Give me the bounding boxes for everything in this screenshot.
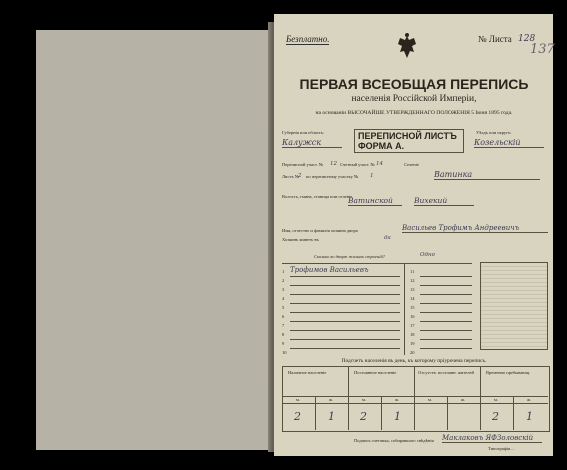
summary-divider [513, 396, 514, 430]
summary-table [282, 366, 550, 432]
village-value: Ватинка [434, 170, 540, 180]
volost-label: Волость, гмина, станица или селеніе [282, 194, 353, 199]
row-number: 10 [282, 350, 287, 355]
district-value: Вихекий [414, 196, 474, 206]
summary-divider [414, 366, 415, 430]
sheet-no-label: Листъ № [282, 174, 300, 179]
lives-label: Хозяинъ живетъ въ [282, 237, 319, 242]
sheet-total-value: 1 [370, 173, 374, 179]
register-line [290, 321, 400, 322]
summary-sub-female: ж. [329, 397, 334, 402]
form-label: ФОРМА А. [358, 141, 405, 151]
register-line [290, 312, 400, 313]
register-line [290, 330, 400, 331]
sheet-label: № Листа [478, 34, 512, 44]
summary-header-line [282, 396, 548, 397]
title-main: ПЕРВАЯ ВСЕОБЩАЯ ПЕРЕПИСЬ [299, 76, 529, 92]
sheet-no-value: 2 [298, 173, 302, 179]
row-number: 4 [282, 296, 285, 301]
sheet-number: 128 [518, 34, 536, 44]
owner-value: Васильев Трофимъ Андреевичъ [402, 224, 548, 233]
row-number: 14 [410, 296, 415, 301]
summary-divider [381, 396, 382, 430]
title-sub: населенія Россійской Имперіи, [351, 94, 477, 104]
summary-sub-male: м. [428, 397, 432, 402]
imperial-eagle-icon [392, 32, 422, 62]
row-number: 19 [410, 341, 415, 346]
register-line [290, 276, 400, 277]
register-line [290, 303, 400, 304]
summary-divider [348, 366, 349, 430]
summary-sub-female: ж. [527, 397, 532, 402]
owner-label: Имя, отчество и фамилія хозяина двора [282, 228, 358, 233]
census-area-label: Переписной участ. № [282, 162, 324, 167]
row-number: 7 [282, 323, 285, 328]
summary-divider [480, 366, 481, 430]
register-column-line [404, 263, 405, 355]
summary-divider [315, 396, 316, 430]
register-line [290, 339, 400, 340]
summary-divider [447, 396, 448, 430]
free-label: Безплатно. [286, 34, 330, 44]
title-basis: на основаніи ВЫСОЧАЙШЕ УТВЕРЖДЕННАГО ПОЛОЖЕНІЯ 5 Іюня 1895 года. [315, 110, 513, 116]
row-number: 16 [410, 314, 415, 319]
summary-title: Подсчетъ населенія въ день, къ которому пріурочена перепись. [341, 358, 487, 364]
left-page [36, 30, 272, 450]
summary-sub-female: ж. [395, 397, 400, 402]
summary-sub-male: м. [296, 397, 300, 402]
row-number: 2 [282, 278, 285, 283]
row-number: 17 [410, 323, 415, 328]
summary-value: 1 [394, 410, 401, 423]
sheet-total-label: по переписному участку № [306, 174, 359, 179]
sheet-title: ПЕРЕПИСНОЙ ЛИСТЪ [358, 131, 457, 141]
uezd-label: Уѣздъ или округъ: [476, 130, 512, 135]
summary-value: 2 [360, 410, 367, 423]
notes-box [480, 262, 548, 350]
register-line [420, 294, 472, 295]
village-label: Селеніе [404, 162, 419, 167]
row-number: 6 [282, 314, 285, 319]
summary-column-header: Отсутств. постоянн. жителей [418, 370, 474, 375]
row-number: 15 [410, 305, 415, 310]
register-line [420, 321, 472, 322]
summary-value: 1 [526, 410, 533, 423]
summary-value: 2 [294, 410, 301, 423]
signature-value: Маклаковъ ЯФЗоловскій [442, 434, 542, 443]
signature-label: Подпись счетчика, собиравшаго свѣдѣнія [354, 438, 434, 443]
province-value: Калужск [282, 138, 342, 148]
summary-sub-male: м. [362, 397, 366, 402]
register-line [420, 348, 472, 349]
counting-area-value: 14 [376, 161, 383, 167]
register-row-name: Трофимов Васильевъ [290, 266, 369, 274]
summary-sub-male: м. [494, 397, 498, 402]
register-line [420, 285, 472, 286]
summary-sub-line [282, 403, 548, 404]
row-number: 5 [282, 305, 285, 310]
province-label: Губернія или область: [282, 130, 325, 135]
register-line [420, 312, 472, 313]
register-line [420, 330, 472, 331]
summary-column-header: Наличное населеніе [288, 370, 327, 375]
row-number: 12 [410, 278, 415, 283]
summary-value: 1 [328, 410, 335, 423]
summary-column-header: Временно пребывающ. [486, 370, 531, 375]
row-number: 3 [282, 287, 285, 292]
counting-area-label: Счетный участ. № [340, 162, 375, 167]
printer-note: Типографія ... [488, 446, 515, 451]
uezd-value: Козельскій [474, 138, 544, 148]
row-number: 11 [410, 269, 415, 274]
volost-value: Ватинской [348, 196, 402, 206]
register-line [290, 285, 400, 286]
stamp-number: 137 [530, 42, 555, 57]
row-number: 8 [282, 332, 285, 337]
register-line [420, 303, 472, 304]
row-number: 9 [282, 341, 285, 346]
summary-value: 2 [492, 410, 499, 423]
lives-value: да [384, 235, 391, 241]
row-number: 20 [410, 350, 415, 355]
register-line [290, 348, 400, 349]
row-number: 18 [410, 332, 415, 337]
summary-sub-female: ж. [461, 397, 466, 402]
right-page [274, 14, 553, 456]
register-top-line [282, 263, 472, 264]
census-area-value: 12 [330, 161, 337, 167]
row-number: 1 [282, 269, 285, 274]
register-line [290, 294, 400, 295]
fire-value: Одно [420, 252, 435, 258]
register-line [420, 339, 472, 340]
fire-label: Сколько во дворѣ жилыхъ строеній? [314, 254, 385, 259]
register-line [420, 276, 472, 277]
summary-column-header: Постоянное населеніе [354, 370, 397, 375]
row-number: 13 [410, 287, 415, 292]
